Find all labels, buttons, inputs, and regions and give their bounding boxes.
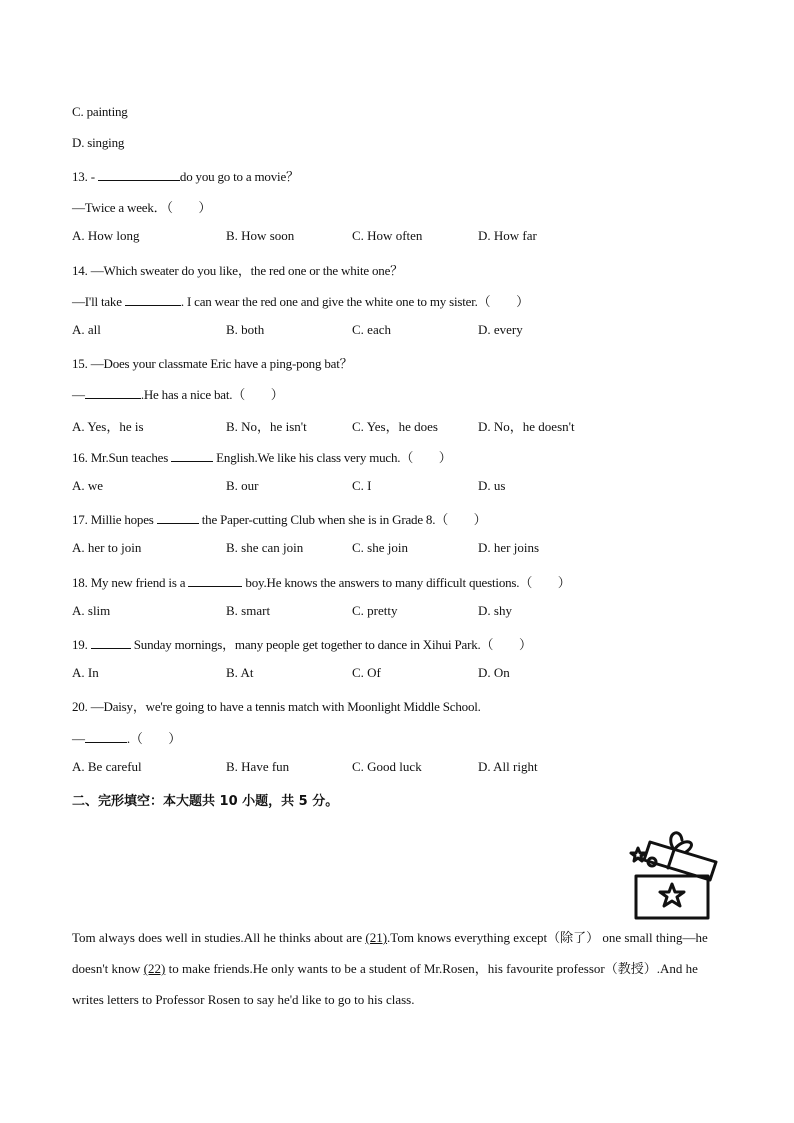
answer-blank xyxy=(125,294,181,306)
question-text: English.We like his class very much.（ ） xyxy=(213,450,452,465)
question-text: 14. —Which sweater do you like，the red one or the white one？ xyxy=(72,263,403,278)
question-text: 13. - xyxy=(72,169,98,184)
answer-option: D. shy xyxy=(478,603,512,618)
question-text: — xyxy=(72,387,85,402)
question-text: .（ ） xyxy=(126,731,182,746)
question-text: 19. xyxy=(72,637,91,652)
question-text: Sunday mornings，many people get together to dance in Xihui Park.（ ） xyxy=(130,637,532,652)
question-text: . I can wear the red one and give the white one to my sister.（ ） xyxy=(180,294,529,309)
answer-option: D. On xyxy=(478,665,510,680)
answer-option: C. How often xyxy=(352,228,423,243)
question-text: —I'll take xyxy=(72,294,125,309)
option-d: D. singing xyxy=(72,135,125,150)
answer-option: D. How far xyxy=(478,228,537,243)
answer-option: B. smart xyxy=(226,603,271,618)
gift-box-icon xyxy=(624,822,724,922)
answer-blank xyxy=(91,637,131,649)
question-line xyxy=(72,509,486,528)
question-text: do you go to a movie？ xyxy=(179,169,299,184)
question-line xyxy=(72,260,403,279)
answer-blank xyxy=(188,575,242,587)
cloze-passage xyxy=(72,922,722,1015)
answer-option: D. All right xyxy=(478,759,538,774)
question-text: 15. —Does your classmate Eric have a ping-pong bat？ xyxy=(72,356,353,371)
passage-text-3: to make friends.He only wants to be a student of Mr.Rosen，his favourite professor（教授）.And he writes letters to Professor Rosen to say he'd like to go to his class. xyxy=(72,961,698,1007)
answer-option: B. she can join xyxy=(226,540,304,555)
section-title: 二、完形填空：本大题共 10 小题，共 5 分。 xyxy=(72,794,339,809)
option-c: C. painting xyxy=(72,104,128,119)
question-line xyxy=(72,166,299,185)
answer-option: C. I xyxy=(352,478,372,493)
question-line xyxy=(72,447,452,466)
blank-22: (22) xyxy=(143,961,166,976)
question-text: 20. —Daisy，we're going to have a tennis match with Moonlight Middle School. xyxy=(72,699,481,714)
answer-option: C. Yes，he does xyxy=(352,419,438,434)
answer-option: C. each xyxy=(352,322,391,337)
answer-blank xyxy=(85,731,127,743)
question-line xyxy=(72,353,352,372)
answer-option: C. Of xyxy=(352,665,381,680)
question-line xyxy=(72,384,284,403)
answer-option: A. Yes，he is xyxy=(72,419,144,434)
answer-option: A. How long xyxy=(72,228,140,243)
question-text: the Paper-cutting Club when she is in Grade 8.（ ） xyxy=(198,512,487,527)
question-line xyxy=(72,728,181,747)
answer-option: A. all xyxy=(72,322,101,337)
passage-text-1: Tom always does well in studies.All he thinks about are xyxy=(72,930,366,945)
question-line xyxy=(72,696,481,715)
answer-blank xyxy=(98,169,180,181)
answer-option: A. In xyxy=(72,665,99,680)
question-line xyxy=(72,197,211,216)
answer-option: A. her to join xyxy=(72,540,142,555)
answer-option: A. Be careful xyxy=(72,759,142,774)
question-text: — xyxy=(72,731,85,746)
question-line xyxy=(72,634,532,653)
answer-option: B. Have fun xyxy=(226,759,290,774)
answer-option: A. slim xyxy=(72,603,111,618)
question-text: 17. Millie hopes xyxy=(72,512,157,527)
passage-text-2: .Tom knows everything except（除了） one small thing—he doesn't know xyxy=(72,930,708,976)
question-text: 16. Mr.Sun teaches xyxy=(72,450,172,465)
answer-option: B. How soon xyxy=(226,228,295,243)
answer-option: D. every xyxy=(478,322,523,337)
answer-option: D. her joins xyxy=(478,540,540,555)
answer-blank xyxy=(171,450,213,462)
answer-blank xyxy=(157,512,199,524)
blank-21: (21) xyxy=(365,930,388,945)
answer-option: C. she join xyxy=(352,540,408,555)
answer-blank xyxy=(85,387,141,399)
answer-option: D. us xyxy=(478,478,506,493)
answer-option: C. Good luck xyxy=(352,759,422,774)
question-text: —Twice a week．（ ） xyxy=(72,200,212,215)
answer-option: C. pretty xyxy=(352,603,398,618)
answer-option: A. we xyxy=(72,478,104,493)
question-line xyxy=(72,291,529,310)
question-line xyxy=(72,572,571,591)
question-text: 18. My new friend is a xyxy=(72,575,189,590)
question-text: .He has a nice bat.（ ） xyxy=(140,387,284,402)
answer-option: D. No，he doesn't xyxy=(478,419,575,434)
answer-option: B. our xyxy=(226,478,259,493)
answer-option: B. No，he isn't xyxy=(226,419,307,434)
question-text: boy.He knows the answers to many difficult questions.（ ） xyxy=(242,575,571,590)
answer-option: B. both xyxy=(226,322,265,337)
answer-option: B. At xyxy=(226,665,254,680)
